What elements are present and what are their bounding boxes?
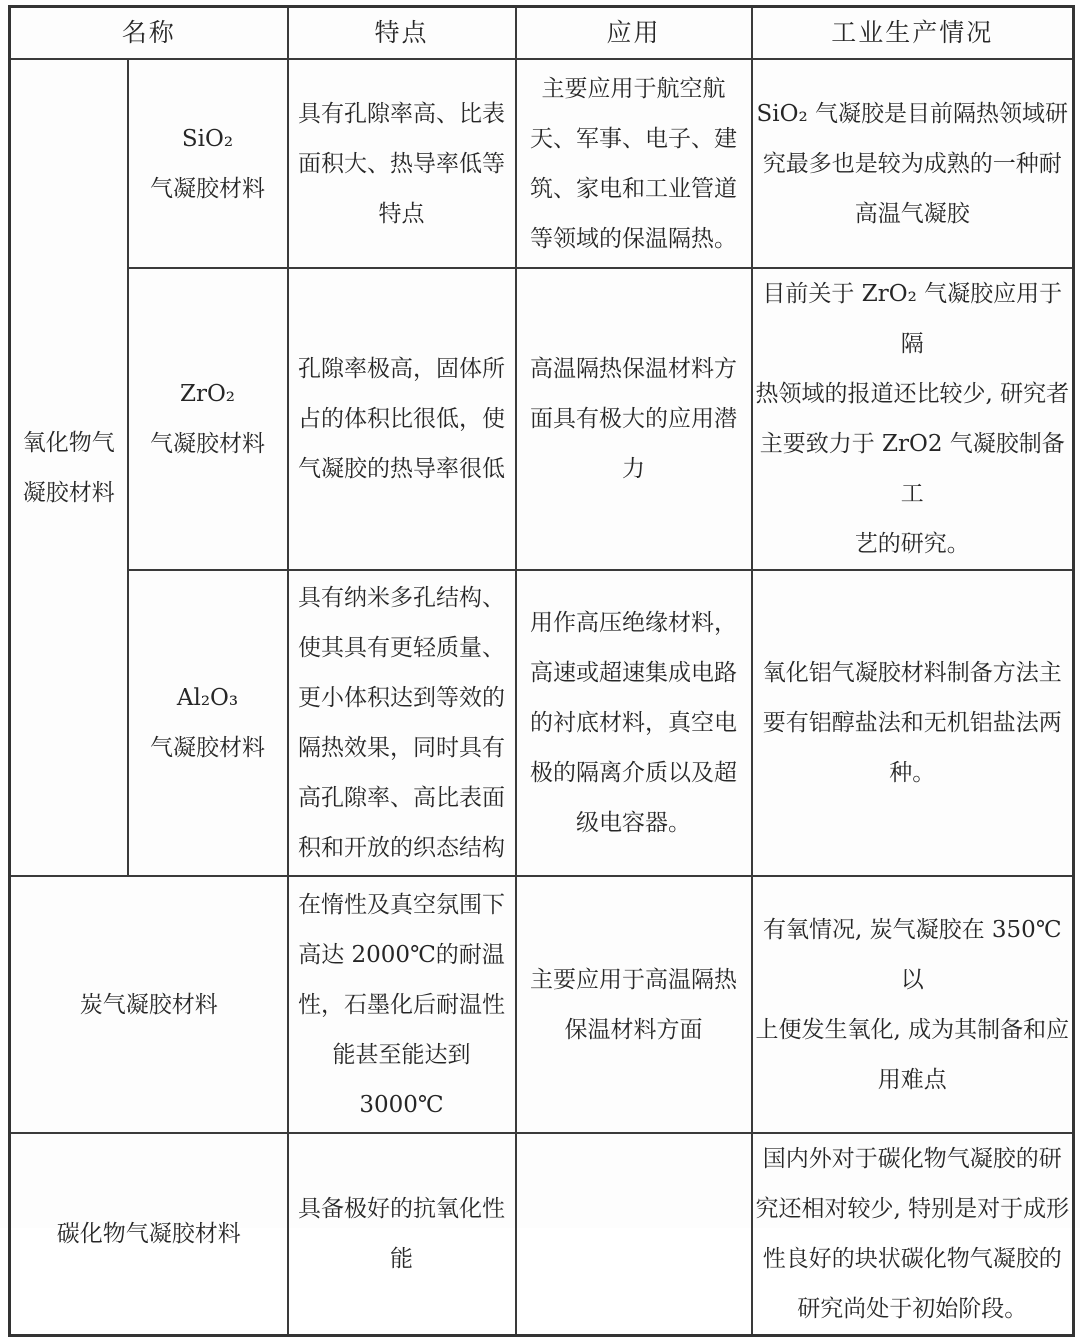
cell-carbide-name: 碳化物气凝胶材料: [10, 1133, 288, 1336]
header-application: 应用: [516, 7, 752, 60]
table-row: [10, 268, 1074, 570]
table-row: [10, 59, 1074, 268]
cell-carbon-industry: 有氧情况, 炭气凝胶在 350℃以 上便发生氧化, 成为其制备和应 用难点: [752, 876, 1074, 1133]
header-name: 名称: [10, 7, 288, 60]
cell-al2o3-name: Al₂O₃ 气凝胶材料: [128, 570, 288, 876]
table-header-row: [10, 7, 1074, 60]
cell-carbon-features: 在惰性及真空氛围下 高达 2000℃的耐温 性，石墨化后耐温性 能甚至能达到 3000℃: [288, 876, 516, 1133]
aerogel-materials-table: [8, 5, 1075, 1337]
cell-zro2-features: 孔隙率极高，固体所 占的体积比很低，使 气凝胶的热导率很低: [288, 268, 516, 570]
cell-carbon-application: 主要应用于高温隔热 保温材料方面: [516, 876, 752, 1133]
cell-carbon-name: 炭气凝胶材料: [10, 876, 288, 1133]
cell-zro2-name: ZrO₂ 气凝胶材料: [128, 268, 288, 570]
header-features: 特点: [288, 7, 516, 60]
cell-sio2-industry: SiO₂ 气凝胶是目前隔热领域研 究最多也是较为成熟的一种耐 高温气凝胶: [752, 59, 1074, 268]
cell-group-oxide-name: 氧化物气 凝胶材料: [10, 59, 128, 876]
cell-zro2-application: 高温隔热保温材料方 面具有极大的应用潜 力: [516, 268, 752, 570]
cell-carbide-industry: 国内外对于碳化物气凝胶的研 究还相对较少, 特别是对于成形 性良好的块状碳化物气凝胶的 研究尚处于初始阶段。: [752, 1133, 1074, 1336]
cell-zro2-industry: 目前关于 ZrO₂ 气凝胶应用于隔 热领域的报道还比较少, 研究者 主要致力于 ZrO2 气凝胶制备工 艺的研究。: [752, 268, 1074, 570]
cell-sio2-features: 具有孔隙率高、比表 面积大、热导率低等 特点: [288, 59, 516, 268]
cell-sio2-name: SiO₂ 气凝胶材料: [128, 59, 288, 268]
table-row: [10, 876, 1074, 1133]
cell-al2o3-application: 用作高压绝缘材料， 高速或超速集成电路 的衬底材料，真空电 极的隔离介质以及超 级电容器。: [516, 570, 752, 876]
cell-al2o3-features: 具有纳米多孔结构、 使其具有更轻质量、 更小体积达到等效的 隔热效果，同时具有 高孔隙率、高比表面 积和开放的织态结构: [288, 570, 516, 876]
table-row: [10, 570, 1074, 876]
cell-carbide-features: 具备极好的抗氧化性 能: [288, 1133, 516, 1336]
cell-al2o3-industry: 氧化铝气凝胶材料制备方法主 要有铝醇盐法和无机铝盐法两 种。: [752, 570, 1074, 876]
cell-carbide-application: [516, 1133, 752, 1336]
table-row: [10, 1133, 1074, 1336]
header-industry: 工业生产情况: [752, 7, 1074, 60]
cell-sio2-application: 主要应用于航空航 天、军事、电子、建 筑、家电和工业管道 等领域的保温隔热。: [516, 59, 752, 268]
